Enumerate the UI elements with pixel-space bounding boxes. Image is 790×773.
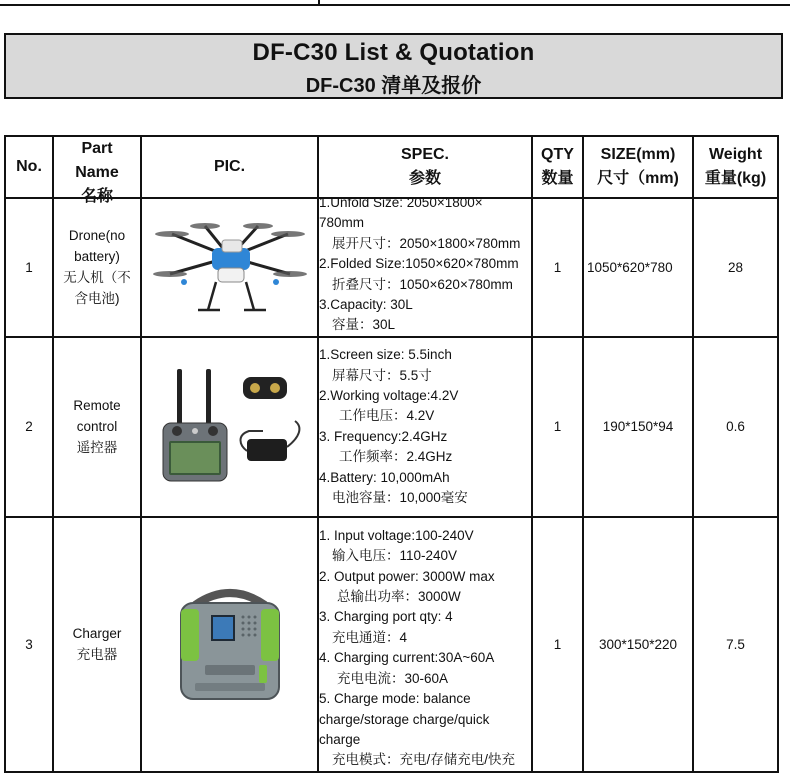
row-spec <box>318 517 532 772</box>
row-qty: 1 <box>532 198 583 337</box>
spec-line: 1. Input voltage:100-240V <box>319 527 474 543</box>
spec-line: 4.Battery: 10,000mAh <box>319 469 450 485</box>
charger-picture <box>141 517 318 772</box>
spec-line: 总输出功率：3000W <box>337 589 461 605</box>
spec-line: 780mm <box>319 215 365 231</box>
spec-line: 工作电压：4.2V <box>339 408 435 424</box>
spec-line: 充电电流：30-60A <box>337 670 449 686</box>
spec-line: 4. Charging current:30A~60A <box>319 650 495 666</box>
agricultural-drone-image <box>150 212 310 322</box>
table-row <box>5 517 778 772</box>
row-weight: 0.6 <box>693 337 778 517</box>
spec-line: 2. Output power: 3000W max <box>319 568 495 584</box>
row-size: 1050*620*780 <box>583 198 693 337</box>
row-spec <box>318 337 532 517</box>
spec-line: 屏幕尺寸：5.5寸 <box>332 367 432 383</box>
header-no: No. <box>5 136 53 198</box>
spec-line: 容量：30L <box>332 317 396 333</box>
row-weight: 28 <box>693 198 778 337</box>
row-part-name: Remote control 遥控器 <box>53 337 141 517</box>
table-row <box>5 337 778 517</box>
drone-picture <box>141 198 318 337</box>
row-qty: 1 <box>532 517 583 772</box>
row-part-name: Drone(no battery) 无人机（不 含电池) <box>53 198 141 337</box>
spec-line: charge <box>319 731 361 747</box>
spec-line: 电池容量：10,000毫安 <box>332 490 468 506</box>
header-part-name: Part Name 名称 <box>53 136 141 198</box>
page-title: DF-C30 List & Quotation <box>252 39 535 66</box>
header-weight: Weight 重量(kg) <box>693 136 778 198</box>
spec-line: 2.Working voltage:4.2V <box>319 388 459 404</box>
row-no: 2 <box>5 337 53 517</box>
row-no: 1 <box>5 198 53 337</box>
quotation-table <box>4 135 779 773</box>
row-weight: 7.5 <box>693 517 778 772</box>
top-divider <box>0 0 790 6</box>
row-size: 300*150*220 <box>583 517 693 772</box>
table-row <box>5 198 778 337</box>
spec-line: 输入电压：110-240V <box>332 548 458 564</box>
spec-line: 充电通道：4 <box>332 629 408 645</box>
header-qty: QTY 数量 <box>532 136 583 198</box>
header-size: SIZE(mm) 尺寸（mm) <box>583 136 693 198</box>
charger-image <box>175 585 285 703</box>
spec-line: 5. Charge mode: balance <box>319 691 471 707</box>
header-spec: SPEC. 参数 <box>318 136 532 198</box>
spec-line: 1.Screen size: 5.5inch <box>319 347 452 363</box>
spec-line: 3. Frequency:2.4GHz <box>319 428 448 444</box>
row-no: 3 <box>5 517 53 772</box>
row-size: 190*150*94 <box>583 337 693 517</box>
row-qty: 1 <box>532 337 583 517</box>
page-subtitle: DF-C30 清单及报价 <box>305 75 482 97</box>
row-part-name: Charger 充电器 <box>53 517 141 772</box>
row-spec <box>318 195 532 337</box>
spec-line: 2.Folded Size:1050×620×780mm <box>319 256 519 272</box>
spec-line: 1.Unfold Size: 2050×1800× <box>319 195 483 210</box>
spec-line: 3.Capacity: 30L <box>319 297 413 313</box>
title-banner <box>4 33 783 99</box>
remote-picture <box>141 337 318 517</box>
header-pic: PIC. <box>141 136 318 198</box>
spec-line: 工作频率：2.4GHz <box>339 449 453 465</box>
remote-controller-image <box>155 367 305 487</box>
spec-line: 充电模式：充电/存储充电/快充 <box>332 752 516 768</box>
spec-line: 展开尺寸：2050×1800×780mm <box>332 235 521 251</box>
table-header-row <box>5 136 778 198</box>
spec-line: charge/storage charge/quick <box>319 711 490 727</box>
spec-line: 3. Charging port qty: 4 <box>319 609 453 625</box>
spec-line: 折叠尺寸：1050×620×780mm <box>332 276 513 292</box>
